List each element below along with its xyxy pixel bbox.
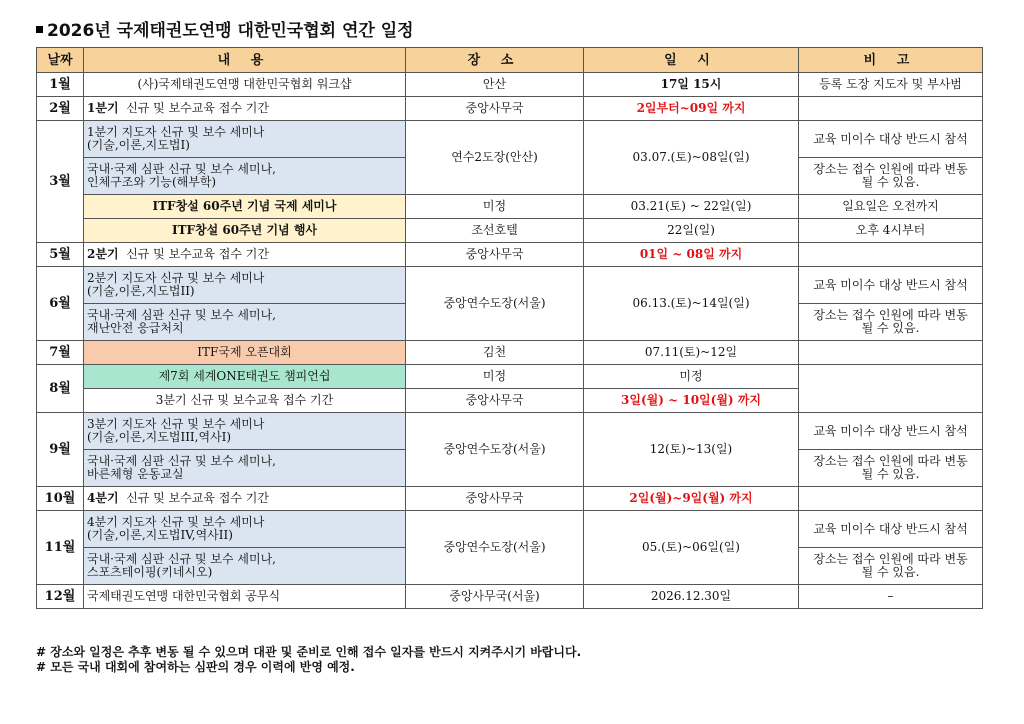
- place-cell: 미정: [406, 195, 584, 219]
- content-cell: 2분기 지도자 신규 및 보수 세미나 (기술,이론,지도법II): [84, 267, 406, 304]
- table-row: [37, 511, 983, 548]
- content-cell: 국내·국제 심판 신규 및 보수 세미나, 재난안전 응급처치: [84, 304, 406, 341]
- table-row: [37, 97, 983, 121]
- content-cell: 국내·국제 심판 신규 및 보수 세미나, 스포츠테이핑(키네시오): [84, 548, 406, 585]
- place-cell: 중앙사무국: [406, 243, 584, 267]
- date-cell: 03.21(토) ~ 22일(일): [584, 195, 799, 219]
- place-cell: 중앙연수도장(서울): [406, 267, 584, 341]
- date-cell: 05.(토)~06일(일): [584, 511, 799, 585]
- place-cell: 중앙사무국: [406, 97, 584, 121]
- month-cell: 3월: [37, 121, 84, 243]
- place-cell: 연수2도장(안산): [406, 121, 584, 195]
- content-cell: 2분기 신규 및 보수교육 접수 기간: [84, 243, 406, 267]
- content-cell: 3분기 지도자 신규 및 보수 세미나 (기술,이론,지도법III,역사I): [84, 413, 406, 450]
- place-cell: 조선호텔: [406, 219, 584, 243]
- table-row: [37, 341, 983, 365]
- header-place: 장 소: [406, 48, 584, 73]
- place-cell: 중앙연수도장(서울): [406, 511, 584, 585]
- note-cell: 등록 도장 지도자 및 부사범: [799, 73, 983, 97]
- table-row: [37, 267, 983, 304]
- table-row: [37, 121, 983, 158]
- table-row: [37, 365, 983, 389]
- month-cell: 5월: [37, 243, 84, 267]
- table-row: [37, 413, 983, 450]
- content-cell: ITF창설 60주년 기념 행사: [84, 219, 406, 243]
- header-content: 내 용: [84, 48, 406, 73]
- schedule-table: [36, 47, 983, 609]
- note-cell: [799, 341, 983, 365]
- note-cell: [799, 97, 983, 121]
- note-cell: 일요일은 오전까지: [799, 195, 983, 219]
- note-cell: [799, 487, 983, 511]
- footnote-schedule-change: # 장소와 일정은 추후 변동 될 수 있으며 대관 및 준비로 인해 접수 일자를 반드시 지켜주시기 바랍니다.: [36, 645, 582, 659]
- content-cell: 국내·국제 심판 신규 및 보수 세미나, 인체구조와 기능(해부학): [84, 158, 406, 195]
- table-row: [37, 219, 983, 243]
- month-cell: 8월: [37, 365, 84, 413]
- month-cell: 11월: [37, 511, 84, 585]
- page-title: 2026년 국제태권도연맹 대한민국협회 연간 일정: [36, 16, 414, 41]
- content-cell: (사)국제태권도연맹 대한민국협회 워크샵: [84, 73, 406, 97]
- note-cell: –: [799, 585, 983, 609]
- content-cell: 제7회 세계ONE태권도 챔피언쉽: [84, 365, 406, 389]
- month-cell: 7월: [37, 341, 84, 365]
- note-cell: 교육 미이수 대상 반드시 참석: [799, 511, 983, 548]
- header-note: 비 고: [799, 48, 983, 73]
- content-cell: 4분기 지도자 신규 및 보수 세미나 (기술,이론,지도법IV,역사II): [84, 511, 406, 548]
- footnotes: [36, 645, 581, 675]
- content-cell: 국내·국제 심판 신규 및 보수 세미나, 바른체형 운동교실: [84, 450, 406, 487]
- place-cell: 안산: [406, 73, 584, 97]
- content-cell: 1분기 지도자 신규 및 보수 세미나 (기술,이론,지도법I): [84, 121, 406, 158]
- note-cell: 교육 미이수 대상 반드시 참석: [799, 267, 983, 304]
- month-cell: 1월: [37, 73, 84, 97]
- table-row: [37, 585, 983, 609]
- table-row: [37, 195, 983, 219]
- place-cell: 중앙사무국: [406, 389, 584, 413]
- note-cell: 장소는 접수 인원에 따라 변동 될 수 있음.: [799, 158, 983, 195]
- month-cell: 10월: [37, 487, 84, 511]
- month-cell: 6월: [37, 267, 84, 341]
- month-cell: 2월: [37, 97, 84, 121]
- date-cell: 2일(월)~9일(월) 까지: [584, 487, 799, 511]
- note-cell: 장소는 접수 인원에 따라 변동 될 수 있음.: [799, 450, 983, 487]
- footnote-referee-record: # 모든 국내 대회에 참여하는 심판의 경우 이력에 반영 예정.: [36, 660, 355, 674]
- table-row: [37, 487, 983, 511]
- date-cell: 12(토)~13(일): [584, 413, 799, 487]
- square-bullet-icon: [36, 26, 43, 33]
- header-month: 날짜: [37, 48, 84, 73]
- content-cell: 3분기 신규 및 보수교육 접수 기간: [84, 389, 406, 413]
- date-cell: 22일(일): [584, 219, 799, 243]
- date-cell: 2일부터~09일 까지: [584, 97, 799, 121]
- place-cell: 중앙연수도장(서울): [406, 413, 584, 487]
- date-cell: 01일 ~ 08일 까지: [584, 243, 799, 267]
- content-cell: ITF창설 60주년 기념 국제 세미나: [84, 195, 406, 219]
- month-cell: 12월: [37, 585, 84, 609]
- note-cell: 장소는 접수 인원에 따라 변동 될 수 있음.: [799, 548, 983, 585]
- note-cell: [799, 365, 983, 413]
- note-cell: 오후 4시부터: [799, 219, 983, 243]
- table-row: [37, 243, 983, 267]
- place-cell: 미정: [406, 365, 584, 389]
- place-cell: 중앙사무국(서울): [406, 585, 584, 609]
- content-cell: 1분기 신규 및 보수교육 접수 기간: [84, 97, 406, 121]
- date-cell: 03.07.(토)~08일(일): [584, 121, 799, 195]
- note-cell: 장소는 접수 인원에 따라 변동 될 수 있음.: [799, 304, 983, 341]
- date-cell: 17일 15시: [584, 73, 799, 97]
- date-cell: 3일(월) ~ 10일(월) 까지: [584, 389, 799, 413]
- date-cell: 미정: [584, 365, 799, 389]
- table-row: [37, 73, 983, 97]
- place-cell: 김천: [406, 341, 584, 365]
- date-cell: 06.13.(토)~14일(일): [584, 267, 799, 341]
- header-date: 일 시: [584, 48, 799, 73]
- content-cell: ITF국제 오픈대회: [84, 341, 406, 365]
- date-cell: 2026.12.30일: [584, 585, 799, 609]
- content-cell: 국제태권도연맹 대한민국협회 공무식: [84, 585, 406, 609]
- note-cell: 교육 미이수 대상 반드시 참석: [799, 121, 983, 158]
- month-cell: 9월: [37, 413, 84, 487]
- content-cell: 4분기 신규 및 보수교육 접수 기간: [84, 487, 406, 511]
- note-cell: 교육 미이수 대상 반드시 참석: [799, 413, 983, 450]
- note-cell: [799, 243, 983, 267]
- table-header-row: [37, 48, 983, 73]
- place-cell: 중앙사무국: [406, 487, 584, 511]
- date-cell: 07.11(토)~12일: [584, 341, 799, 365]
